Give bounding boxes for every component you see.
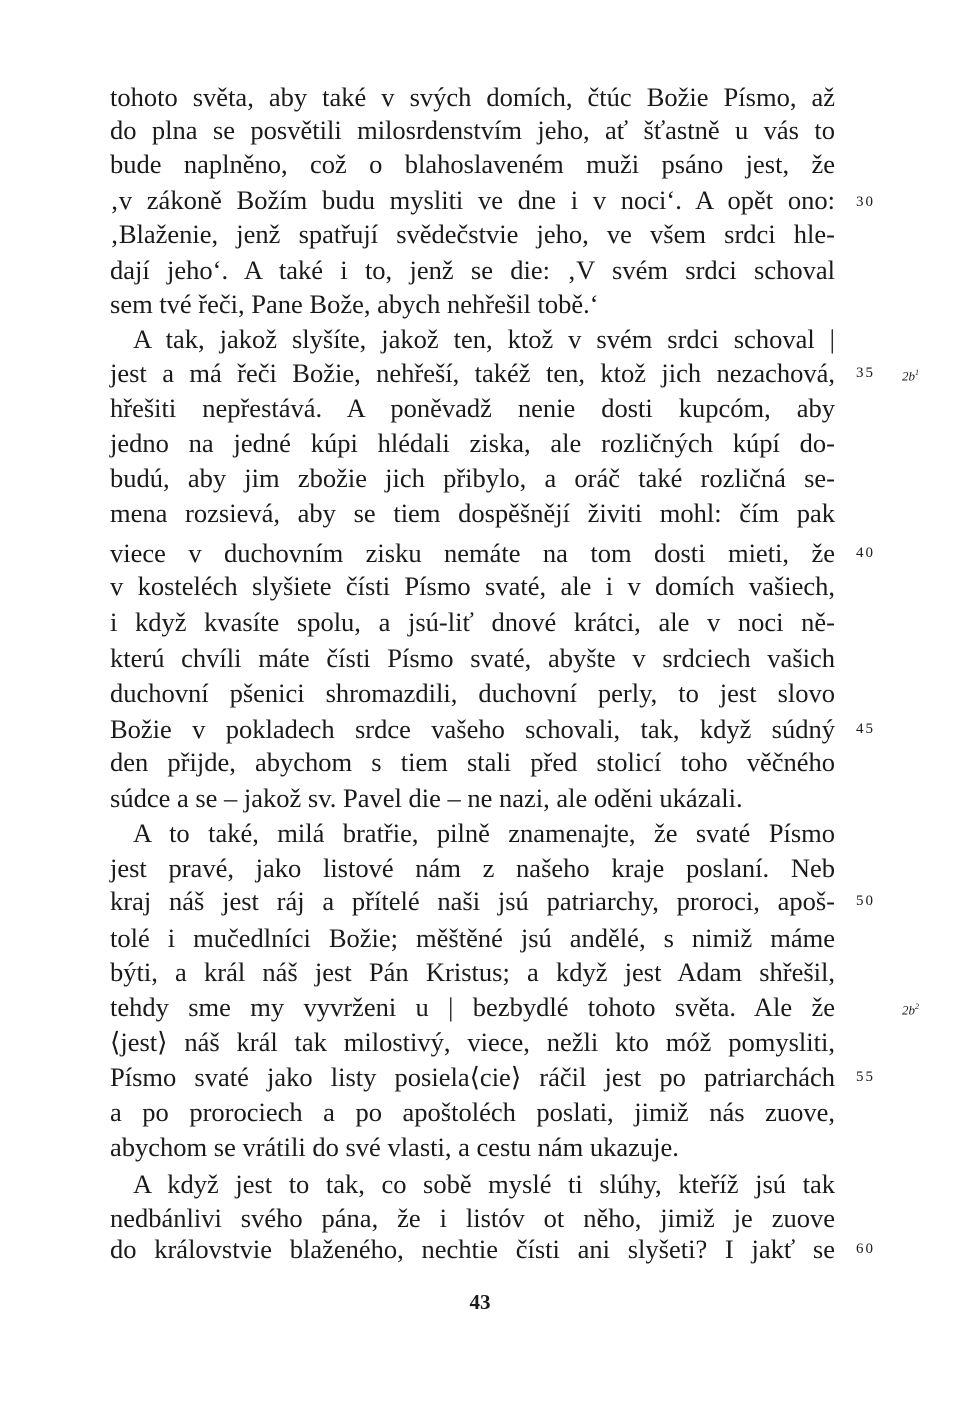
folio-sup: 1 <box>915 368 919 377</box>
text-line: A to také, milá bratřie, pilně znamenajte, že svaté Písmo <box>133 818 835 848</box>
text-line: sem tvé řeči, Pane Bože, abych nehřešil tobě.‘ <box>110 289 599 319</box>
folio-leaf: 2b <box>902 368 915 384</box>
text-line: kterú chvíli máte čísti Písmo svaté, abyšte v srdciech vašich <box>110 643 835 673</box>
text-line: viece v duchovním zisku nemáte na tom dosti mieti, že <box>110 538 835 568</box>
text-line: jedno na jedné kúpi hlédali ziska, ale rozličných kúpí do- <box>110 428 835 458</box>
folio-mark <box>902 990 952 1027</box>
line-number: 30 <box>856 194 875 210</box>
text-line: do královstvie blaženého, nechtie čísti ani slyšeti? I jakť se <box>110 1234 835 1264</box>
text-line: ‚Blaženie, jenž spatřují svědečstvie jeho, ve všem srdci hle- <box>110 219 835 249</box>
text-line: i když kvasíte spolu, a jsú-liť dnové krátci, ale v noci ně- <box>110 607 835 637</box>
text-line: súdce a se – jakož sv. Pavel die – ne nazi, ale oděni ukázali. <box>110 783 743 813</box>
line-number: 55 <box>856 1069 875 1085</box>
text-line: jest a má řeči Božie, nehřeší, takéž ten, ktož jich nezachová, <box>110 358 835 388</box>
line-number: 60 <box>856 1241 875 1257</box>
folio-sup: 2 <box>915 1002 919 1011</box>
line-number: 35 <box>856 365 875 381</box>
text-line: ⟨jest⟩ náš král tak milostivý, viece, nežli kto móž pomysliti, <box>110 1027 835 1057</box>
text-line: nedbánlivi svého pána, že i listóv ot něho, jimiž je zuove <box>110 1203 835 1233</box>
text-line: abychom se vrátili do své vlasti, a cestu nám ukazuje. <box>110 1132 679 1162</box>
line-number: 50 <box>856 893 875 909</box>
text-line: ‚v zákoně Božím budu mysliti ve dne i v noci‘. A opět ono: <box>110 185 835 215</box>
text-line: den přijde, abychom s tiem stali před stolicí toho věčného <box>110 747 835 777</box>
text-line: a po prorociech a po apoštoléch poslati, jimiž nás zuove, <box>110 1097 835 1127</box>
line-number: 45 <box>856 721 875 737</box>
page-number: 43 <box>469 1290 491 1314</box>
text-line: A když jest to tak, co sobě myslé ti slúhy, kteříž jsú tak <box>133 1169 835 1199</box>
text-line: tohoto světa, aby také v svých domích, čtúc Božie Písmo, až <box>110 82 835 112</box>
text-line: dají jeho‘. A také i to, jenž se die: ‚V svém srdci schoval <box>110 255 835 285</box>
text-line: bude naplněno, což o blahoslaveném muži psáno jest, že <box>110 149 835 179</box>
text-line: tolé i mučedlníci Božie; měštěné jsú andělé, s nimiž máme <box>110 923 835 953</box>
text-line: v kosteléch slyšiete čísti Písmo svaté, ale i v domích vašiech, <box>110 571 835 601</box>
text-line: mena rozsievá, aby se tiem dospěšnějí živiti mohl: čím pak <box>110 498 835 528</box>
text-line: do plna se posvětili milosrdenstvím jeho, ať šťastně u vás to <box>110 115 835 145</box>
line-number: 40 <box>856 545 875 561</box>
text-line: Božie v pokladech srdce vašeho schovali, tak, když súdný <box>110 714 835 744</box>
text-line: hřešiti nepřestává. A poněvadž nenie dosti kupcóm, aby <box>110 393 835 423</box>
text-line: kraj náš jest ráj a přítelé naši jsú patriarchy, proroci, apoš- <box>110 886 835 916</box>
text-line: duchovní pšenici shromazdili, duchovní perly, to jest slovo <box>110 678 835 708</box>
text-line: býti, a král náš jest Pán Kristus; a když jest Adam shřešil, <box>110 957 835 987</box>
folio-mark <box>902 356 952 393</box>
text-line: tehdy sme my vyvrženi u | bezbydlé tohoto světa. Ale že <box>110 992 835 1022</box>
folio-leaf: 2b <box>902 1002 915 1018</box>
text-line: jest pravé, jako listové nám z našeho kraje poslaní. Neb <box>110 853 835 883</box>
text-line: A tak, jakož slyšíte, jakož ten, ktož v svém srdci schoval | <box>133 324 835 354</box>
text-line: Písmo svaté jako listy posiela⟨cie⟩ ráčil jest po patriarchách <box>110 1062 835 1092</box>
text-line: budú, aby jim zbožie jich přibylo, a oráč také rozličná se- <box>110 463 835 493</box>
